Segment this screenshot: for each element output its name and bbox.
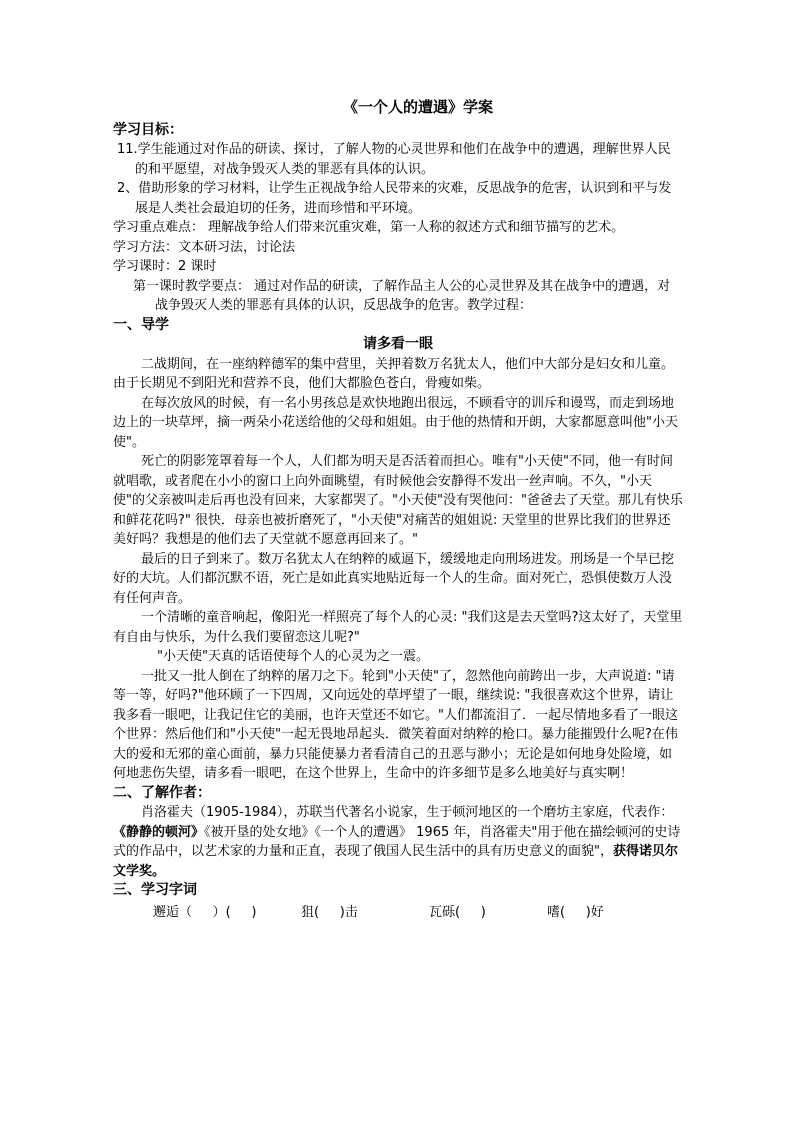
vocab-item: 邂逅（ ）( ) [153,904,257,920]
story-paragraph: "小天使"天真的话语使每个人的心灵为之一震。 [157,649,429,664]
story-paragraph: 死亡的阴影笼罩着每一个人，人们都为明天是否活着而担心。唯有"小天使"不同，他一有时间就唱歌，或者爬在小小的窗口上向外面眺望，有时候他会安静得不发出一丝声响。不久，"小天使"的父亲被叫走后再也没有回来，大家都哭了。"小天使"没有哭他问："爸爸去了天堂。那儿有快乐和鲜花花吗?" 很快．母亲也被折磨死了，"小天使"对痛苦的姐姐说: 天堂里的世界比我们的世界还美好吗？我想是的他们去了天堂就不愿意再回来了。" [113,454,683,547]
author-paragraph [113,803,683,881]
section-guide-heading: 一、导学 [113,316,169,333]
author-works: 《被开垦的处女地》《一个人的遭遇》 1965 年，肖洛霍夫"用于他在描绘顿河的史诗式的作品中，以艺术家的力量和正直，表现了俄国人民生活中的具有历史意义的面貌"， [113,824,681,859]
vocab-item: 嗜( )好 [547,904,604,920]
section-vocab-heading: 三、学习字词 [113,882,197,898]
lesson1-points: 第一课时教学要点： 通过对作品的研读，了解作品主人公的心灵世界及其在战争中的遭遇，对战争毁灭人类的罪恶有具体的认识，反思战争的危害。教学过程： [133,278,671,313]
goal-2: 2、借助形象的学习材料，让学生正视战争给人民带来的灾难，反思战争的危害，认识到和平与发展是人类社会最迫切的任务，进而珍惜和平环境。 [117,181,672,216]
study-hours: 学习课时：2 课时 [113,259,217,274]
author-masterpiece: 《静静的顿河》 [113,824,205,840]
author-award: 获得诺贝尔文学奖。 [113,844,678,879]
goals-heading: 学习目标： [113,121,183,138]
story-paragraph: 一个清晰的童音响起，像阳光一样照亮了每个人的心灵: "我们这是去天堂吗?这太好了，天堂里有自由与快乐，为什么我们要留恋这儿呢?" [113,610,683,645]
document-body [113,98,683,922]
story-paragraph: 二战期间，在一座纳粹德军的集中营里，关押着数万名犹太人，他们中大部分是妇女和儿童。由于长期见不到阳光和营养不良，他们大都脸色苍白，骨瘦如柴。 [113,356,675,391]
vocab-row [113,903,683,923]
story-paragraph: 在每次放风的时候，有一名小男孩总是欢快地跑出很远，不顾看守的训斥和谩骂，而走到场地边上的一块草坪，摘一两朵小花送给他的父母和姐姐。由于他的热情和开朗，大家都愿意叫他"小天使"。 [113,395,678,450]
story-title: 请多看一眼 [363,336,433,352]
story-paragraph: 一批又一批人倒在了纳粹的屠刀之下。轮到"小天使"了，忽然他向前跨出一步，大声说道: "请等一等，好吗?"他环顾了一下四周，又向远处的草坪望了一眼，继续说: "我很喜欢这个世界，请让我多看一眼吧，让我记住它的美丽，也许天堂还不如它。"人们都流泪了．一起尽情地多看了一眼这个世界：然后他们和"小天使"一起无畏地昂起头．微笑着面对纳粹的枪口。暴力能摧毁什么呢?在伟大的爱和无邪的童心面前，暴力只能使暴力者看清自己的丑恶与渺小；无论是如何地身处险境，如何地悲伤失望，请多看一眼吧，在这个世界上，生命中的许多细节是多么地美好与真实啊！ [113,668,678,781]
goal-1: 11.学生能通过对作品的研读、探讨，了解人物的心灵世界和他们在战争中的遭遇，理解世界人民的和平愿望，对战争毁灭人类的罪恶有具体的认识。 [117,142,671,177]
story-paragraph: 最后的日子到来了。数万名犹太人在纳粹的威逼下，缓缓地走向刑场进发。刑场是一个早已挖好的大坑。人们都沉默不语，死亡是如此真实地贴近每一个人的生命。面对死亡，恐惧使数万人没有任何声音。 [113,551,675,606]
vocab-item: 瓦砾( ) [429,904,486,920]
page-title: 《一个人的遭遇》学案 [342,98,493,116]
section-author-heading: 二、了解作者： [113,784,211,801]
study-method: 学习方法：文本研习法，讨论法 [113,239,296,255]
key-points: 学习重点难点： 理解战争给人们带来沉重灾难，第一人称的叙述方式和细节描写的艺术。 [113,220,625,235]
vocab-item: 狙( )击 [301,904,358,920]
author-intro: 肖洛霍夫（1905-1984），苏联当代著名小说家，生于顿河地区的一个磨坊主家庭，代表作： [141,805,674,820]
